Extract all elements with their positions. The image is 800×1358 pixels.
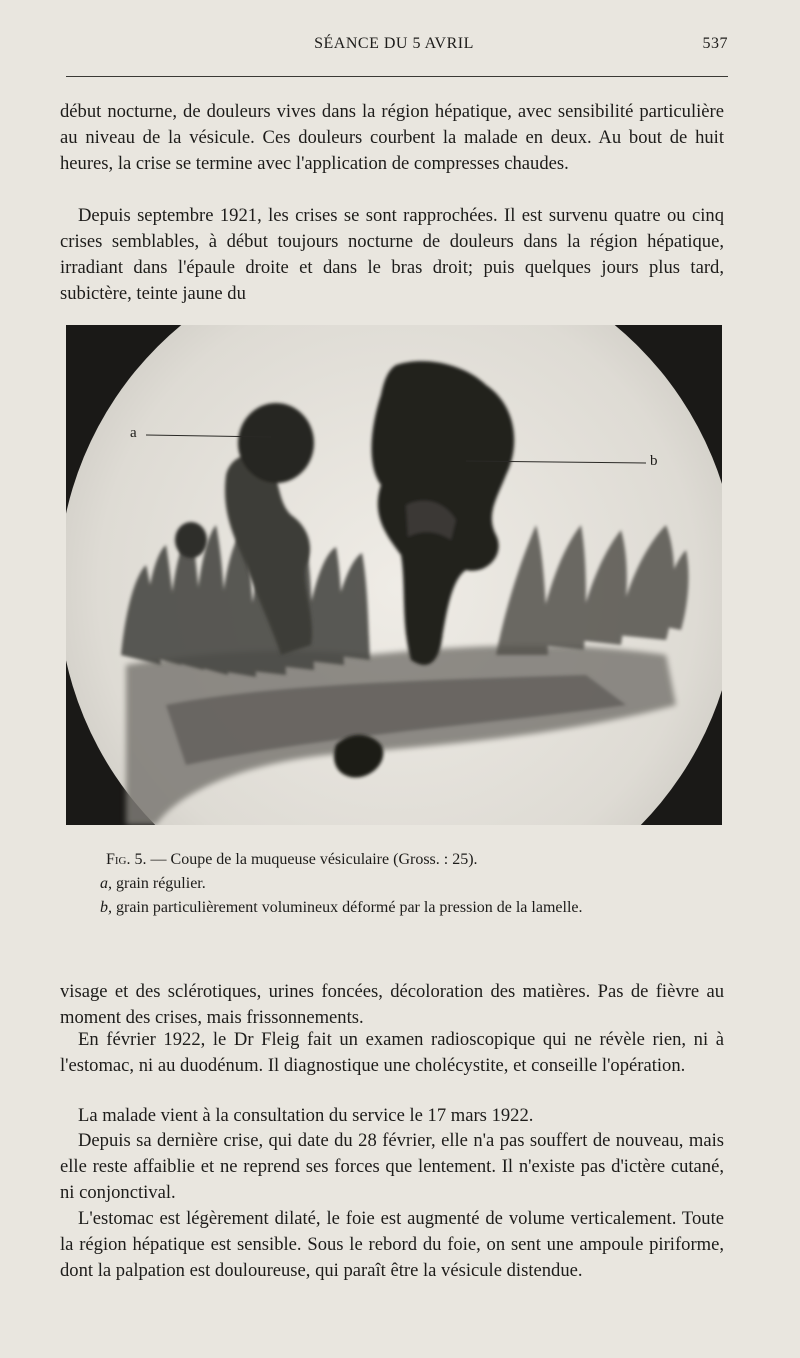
running-header	[60, 33, 728, 61]
micrograph-figure	[66, 325, 722, 825]
caption-key-a: a,	[100, 875, 112, 892]
paragraph-1: début nocturne, de douleurs vives dans la région hépatique, avec sensibilité particulière au niveau de la vésicule. Ces douleurs courbent la malade en deux. Au bout de huit heures, la crise se termine avec l'application de compresses chaudes.	[60, 101, 724, 174]
paragraph-3: visage et des sclérotiques, urines foncées, décoloration des matières. Pas de fièvre au moment des crises, mais frissonnements.	[60, 981, 724, 1028]
micrograph-image	[66, 325, 722, 825]
paragraph-4: En février 1922, le Dr Fleig fait un examen radioscopique qui ne révèle rien, ni à l'estomac, ni au duodénum. Il diagnostique une cholécystite, et conseille l'opération.	[60, 1029, 724, 1076]
page-number: 537	[702, 35, 728, 52]
caption-title: — Coupe de la muqueuse vésiculaire (Gross. : 25).	[150, 851, 478, 868]
caption-figure-label: Fig. 5.	[106, 851, 147, 868]
label-b: b	[650, 453, 658, 469]
label-a: a	[130, 425, 137, 441]
paragraph-5: La malade vient à la consultation du service le 17 mars 1922.	[78, 1105, 534, 1126]
caption-key-b: b,	[100, 899, 112, 916]
caption-text-a: grain régulier.	[116, 875, 206, 892]
paragraph-2: Depuis septembre 1921, les crises se sont rapprochées. Il est survenu quatre ou cinq crises semblables, à début toujours nocturne de douleurs dans la région hépatique, irradiant dans l'épaule droite et dans le bras droit; puis quelques jours plus tard, subictère, teinte jaune du	[60, 205, 724, 304]
figure-caption	[100, 848, 725, 920]
paragraph-6: Depuis sa dernière crise, qui date du 28 février, elle n'a pas souffert de nouveau, mais elle reste affaiblie et ne reprend ses forces que lentement. Il n'existe pas d'ictère cutané, ni conjonctival.	[60, 1130, 724, 1203]
caption-text-b: grain particulièrement volumineux déformé par la pression de la lamelle.	[116, 899, 583, 916]
running-title: SÉANCE DU 5 AVRIL	[314, 35, 474, 52]
paragraph-7: L'estomac est légèrement dilaté, le foie est augmenté de volume verticalement. Toute la région hépatique est sensible. Sous le rebord du foie, on sent une ampoule piriforme, dont la palpation est douloureuse, qui paraît être la vésicule distendue.	[60, 1208, 724, 1281]
header-rule	[66, 76, 728, 77]
